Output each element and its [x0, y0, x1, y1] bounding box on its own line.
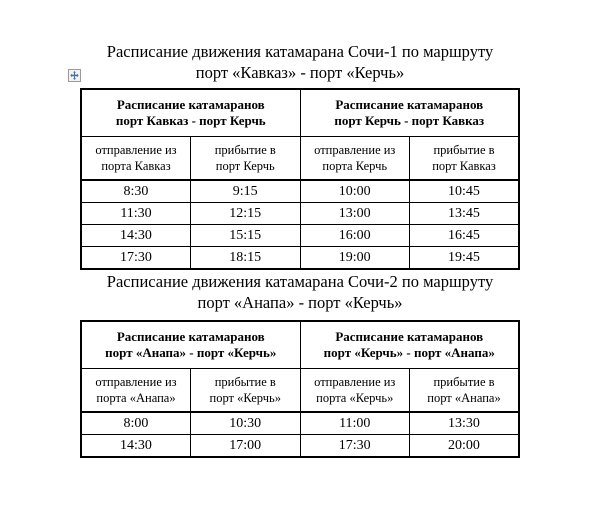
time-cell: 17:30 — [300, 435, 410, 458]
column-header-line2: порта Керчь — [322, 159, 388, 173]
table-column-header-row — [81, 137, 519, 181]
time-cell: 19:00 — [300, 247, 410, 270]
group-header-line2: порт «Анапа» - порт «Керчь» — [105, 345, 277, 360]
column-header-line1: отправление из — [314, 375, 396, 389]
table-row — [81, 180, 519, 203]
column-header-line1: прибытие в — [433, 375, 495, 389]
column-header-cell — [410, 369, 520, 413]
column-header-line2: порта «Анапа» — [96, 391, 176, 405]
group-header-line1: Расписание катамаранов — [335, 329, 484, 344]
column-header-cell — [191, 137, 301, 181]
group-header-line2: порт Кавказ - порт Керчь — [115, 113, 266, 128]
time-cell: 12:15 — [191, 203, 301, 225]
column-header-line1: отправление из — [95, 375, 177, 389]
time-cell: 14:30 — [81, 435, 191, 458]
time-cell: 8:00 — [81, 412, 191, 435]
time-cell: 11:00 — [300, 412, 410, 435]
time-cell: 10:45 — [410, 180, 520, 203]
table-row — [81, 435, 519, 458]
group-header-line2: порт «Керчь» - порт «Анапа» — [323, 345, 495, 360]
group-header-line1: Расписание катамаранов — [116, 329, 265, 344]
time-cell: 10:00 — [300, 180, 410, 203]
time-cell: 18:15 — [191, 247, 301, 270]
time-cell: 17:00 — [191, 435, 301, 458]
schedule-table-2 — [80, 320, 520, 458]
schedule-title-2 — [60, 271, 540, 313]
schedule-title-1 — [60, 41, 540, 83]
group-header-cell — [300, 89, 519, 137]
column-header-line2: порта Кавказ — [101, 159, 171, 173]
group-header-line1: Расписание катамаранов — [116, 97, 265, 112]
table-row — [81, 247, 519, 270]
table-body — [81, 180, 519, 269]
column-header-line1: отправление из — [95, 143, 177, 157]
time-cell: 20:00 — [410, 435, 520, 458]
column-header-cell — [300, 369, 410, 413]
group-header-line2: порт Керчь - порт Кавказ — [334, 113, 485, 128]
table-group-header-row — [81, 89, 519, 137]
column-header-line2: порт Керчь — [215, 159, 275, 173]
schedule-title-2-line1: Расписание движения катамарана Сочи-2 по маршруту — [106, 272, 494, 291]
time-cell: 16:00 — [300, 225, 410, 247]
table-row — [81, 225, 519, 247]
column-header-line1: прибытие в — [433, 143, 495, 157]
column-header-line1: отправление из — [314, 143, 396, 157]
table-body — [81, 412, 519, 457]
column-header-line2: порта «Керчь» — [316, 391, 394, 405]
column-header-cell — [81, 369, 191, 413]
time-cell: 15:15 — [191, 225, 301, 247]
group-header-line1: Расписание катамаранов — [335, 97, 484, 112]
schedule-title-1-line2: порт «Кавказ» - порт «Керчь» — [195, 63, 405, 82]
column-header-line2: порт «Керчь» — [209, 391, 281, 405]
column-header-cell — [300, 137, 410, 181]
schedule-title-2-line2: порт «Анапа» - порт «Керчь» — [197, 293, 403, 312]
time-cell: 19:45 — [410, 247, 520, 270]
table-column-header-row — [81, 369, 519, 413]
column-header-cell — [410, 137, 520, 181]
group-header-cell — [300, 321, 519, 369]
time-cell: 9:15 — [191, 180, 301, 203]
column-header-line2: порт «Анапа» — [427, 391, 501, 405]
group-header-cell — [81, 89, 300, 137]
time-cell: 13:30 — [410, 412, 520, 435]
schedule-title-1-line1: Расписание движения катамарана Сочи-1 по маршруту — [106, 42, 494, 61]
time-cell: 8:30 — [81, 180, 191, 203]
group-header-cell — [81, 321, 300, 369]
schedule-table-1 — [80, 88, 520, 270]
time-cell: 13:45 — [410, 203, 520, 225]
time-cell: 10:30 — [191, 412, 301, 435]
table-row — [81, 412, 519, 435]
time-cell: 14:30 — [81, 225, 191, 247]
table-group-header-row — [81, 321, 519, 369]
table-row — [81, 203, 519, 225]
column-header-cell — [191, 369, 301, 413]
column-header-line1: прибытие в — [214, 375, 276, 389]
time-cell: 13:00 — [300, 203, 410, 225]
column-header-line2: порт Кавказ — [432, 159, 496, 173]
time-cell: 16:45 — [410, 225, 520, 247]
column-header-cell — [81, 137, 191, 181]
column-header-line1: прибытие в — [214, 143, 276, 157]
time-cell: 11:30 — [81, 203, 191, 225]
time-cell: 17:30 — [81, 247, 191, 270]
